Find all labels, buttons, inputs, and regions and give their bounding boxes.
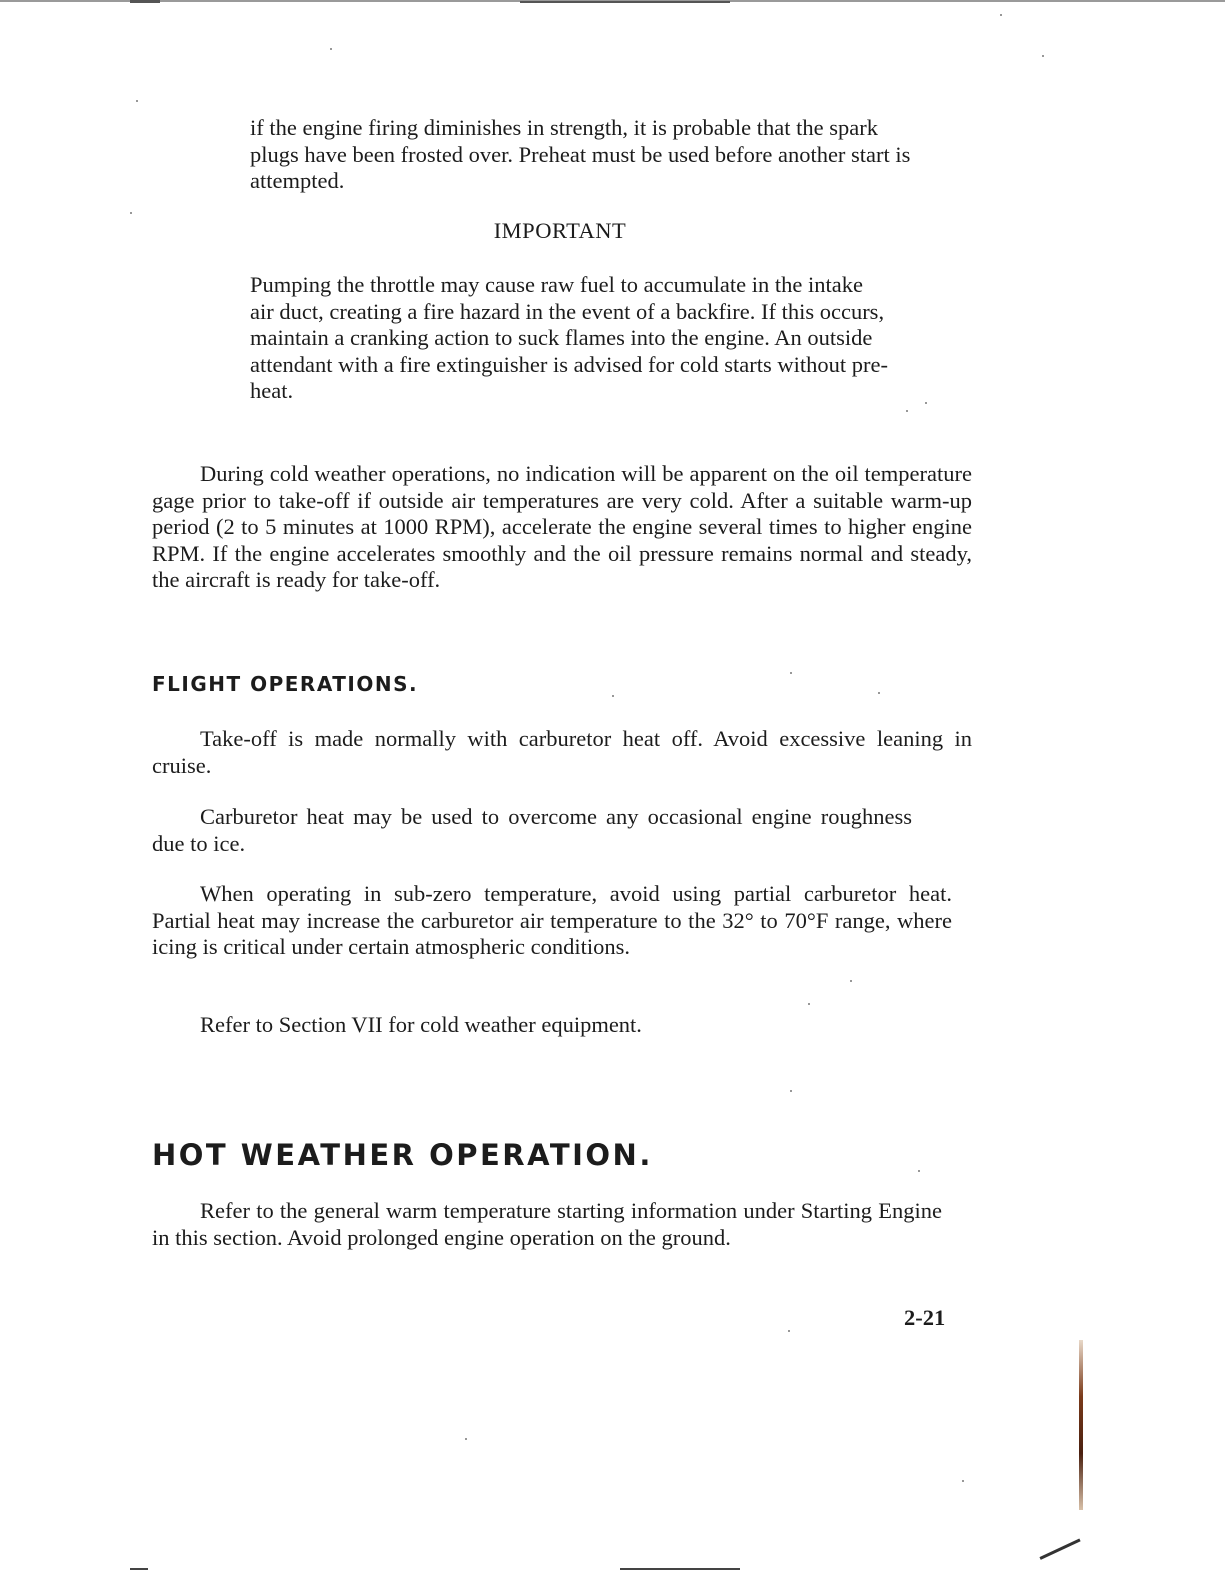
scan-mark xyxy=(130,1568,148,1570)
scan-speck xyxy=(790,1090,792,1092)
paragraph-carburetor-heat: Carburetor heat may be used to overcome any occasional engine roughness due to ice. xyxy=(152,804,912,856)
page-number: 2-21 xyxy=(904,1305,946,1330)
scan-speck xyxy=(1042,55,1044,57)
scan-speck xyxy=(788,1330,790,1332)
paragraph-hot-weather: Refer to the general warm temperature starting information under Starting Engine in this section. Avoid prolonged engine operation on the ground. xyxy=(152,1198,942,1250)
important-heading: IMPORTANT xyxy=(493,218,627,243)
hot-weather-heading: HOT WEATHER OPERATION. xyxy=(152,1138,653,1172)
scan-speck xyxy=(330,48,332,50)
scan-speck xyxy=(130,212,132,214)
scan-mark xyxy=(520,1,730,3)
scan-speck xyxy=(136,100,138,102)
scan-speck xyxy=(850,980,852,982)
paragraph-spark-plugs: if the engine firing diminishes in strength, it is probable that the spark plugs have been frosted over. Preheat must be used before another start is attempted. xyxy=(250,115,911,193)
scan-speck xyxy=(925,402,927,404)
scan-mark xyxy=(620,1568,740,1570)
scan-speck xyxy=(612,695,614,697)
scan-speck xyxy=(878,692,880,694)
important-note: Pumping the throttle may cause raw fuel to accumulate in the intake air duct, creating a fire hazard in the event of a backfire. If this occurs, maintain a cranking action to suck flames into the engine. An outside attendant with a fire extinguisher is advised for cold starts without pre-heat. xyxy=(250,272,888,403)
flight-operations-heading: FLIGHT OPERATIONS. xyxy=(152,672,419,696)
scan-mark xyxy=(130,0,160,3)
scan-speck xyxy=(1000,14,1002,16)
scan-corner-mark xyxy=(1039,1538,1086,1572)
scan-speck xyxy=(790,672,792,674)
paragraph-sub-zero: When operating in sub-zero temperature, avoid using partial carburetor heat. Partial heat may increase the carburetor air temperature to the 32° to 70°F range, where icing is critical under certain atmospheric conditions. xyxy=(152,881,952,959)
scan-speck xyxy=(918,1170,920,1172)
scan-speck xyxy=(906,410,908,412)
scan-edge-stain xyxy=(1079,1340,1083,1510)
scan-speck xyxy=(962,1480,964,1482)
paragraph-section-vii: Refer to Section VII for cold weather equipment. xyxy=(200,1012,642,1037)
scan-speck xyxy=(465,1438,467,1440)
scan-speck xyxy=(808,1003,810,1005)
paragraph-cold-weather: During cold weather operations, no indication will be apparent on the oil temperature gage prior to take-off if outside air temperatures are very cold. After a suitable warm-up period (2 to 5 minutes at 1000 RPM), accelerate the engine several times to higher engine RPM. If the engine accelerates smoothly and the oil pressure remains normal and steady, the aircraft is ready for take-off. xyxy=(152,461,972,592)
paragraph-takeoff: Take-off is made normally with carburetor heat off. Avoid excessive leaning in cruise. xyxy=(152,726,972,778)
